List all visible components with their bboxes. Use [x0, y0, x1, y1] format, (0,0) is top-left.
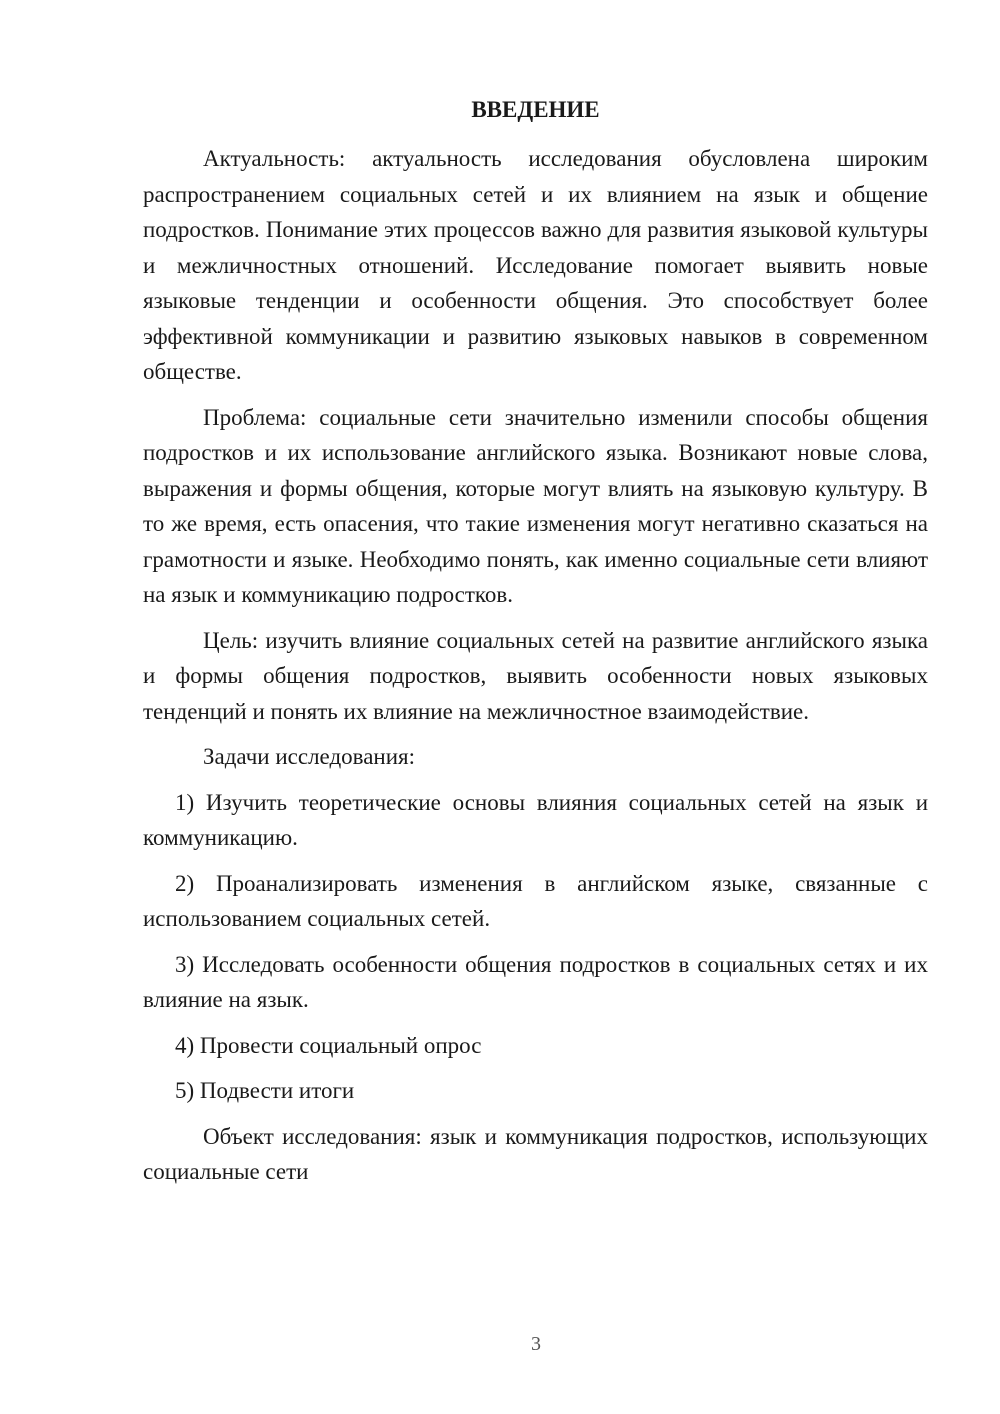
relevance-paragraph: Актуальность: актуальность исследования обусловлена широким распространением социальных сетей и их влиянием на язык и общение подростков. Понимание этих процессов важно для развития языковой культуры и межличностных отношений. Исследование помогает выявить новые языковые тенденции и особенности общения. Это способствует более эффективной коммуникации и развитию языковых навыков в современном обществе. [143, 146, 928, 384]
document-body [143, 95, 928, 1200]
object-paragraph: Объект исследования: язык и коммуникация подростков, использующих социальные сети [143, 1123, 928, 1184]
goal-paragraph: Цель: изучить влияние социальных сетей на развитие английского языка и формы общения подростков, выявить особенности новых языковых тенденций и понять их влияние на межличностное взаимодействие. [143, 627, 928, 724]
task-item: 4) Провести социальный опрос [175, 1032, 482, 1058]
task-item: 5) Подвести итоги [175, 1078, 355, 1103]
tasks-title: Задачи исследования: [203, 744, 416, 769]
task-item: 2) Проанализировать изменения в английском языке, связанные с использованием социальных сетей. [143, 870, 928, 931]
section-heading: ВВЕДЕНИЕ [471, 97, 600, 122]
task-item: 3) Исследовать особенности общения подростков в социальных сетях и их влияние на язык. [143, 951, 928, 1012]
page-number: 3 [531, 1333, 541, 1355]
task-item: 1) Изучить теоретические основы влияния социальных сетей на язык и коммуникацию. [143, 789, 928, 850]
problem-paragraph: Проблема: социальные сети значительно изменили способы общения подростков и их использование английского языка. Возникают новые слова, выражения и формы общения, которые могут влиять на языковую культуру. В то же время, есть опасения, что такие изменения могут негативно сказаться на грамотности и языке. Необходимо понять, как именно социальные сети влияют на язык и коммуникацию подростков. [143, 404, 928, 607]
